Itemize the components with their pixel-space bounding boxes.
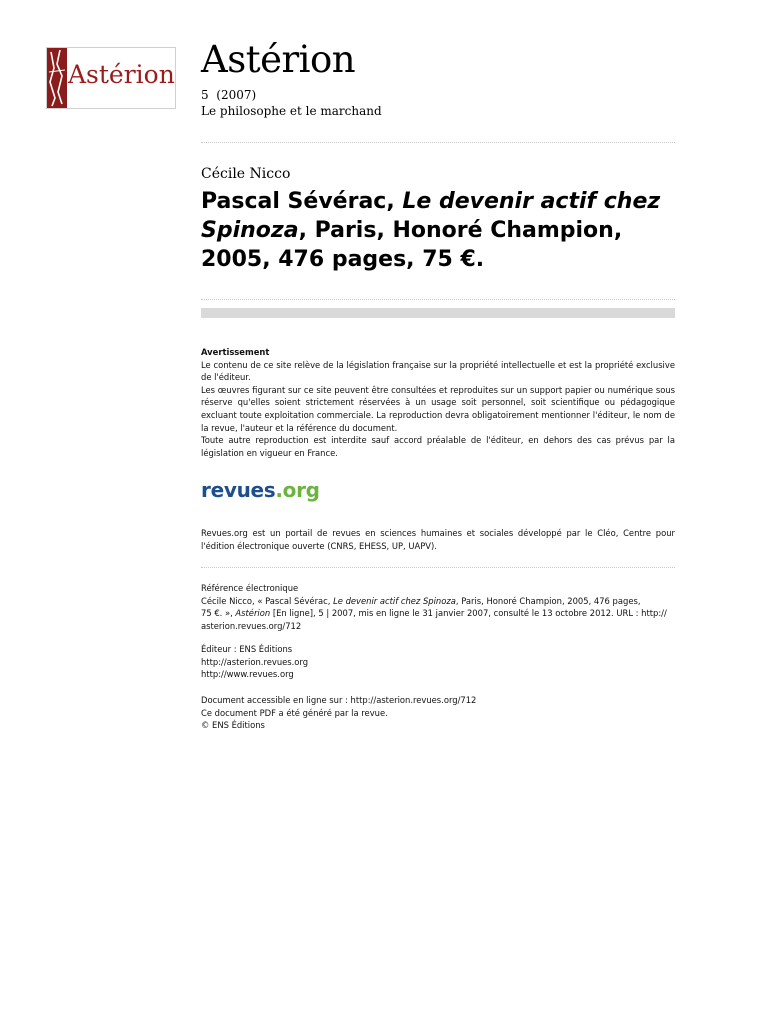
separator-bar: [201, 308, 675, 318]
publisher-name: Éditeur : ENS Éditions: [201, 644, 293, 654]
reference-text: [En ligne], 5 | 2007, mis en ligne le 31 janvier 2007, consulté le 13 octobre 2012. URL : http://: [270, 608, 667, 619]
notice-paragraph: Toute autre reproduction est interdite sauf accord préalable de l'éditeur, en dehors des cas prévus par la législation en vigueur en France.: [201, 435, 675, 458]
asterion-logo-word: Astérion: [68, 60, 175, 89]
notice-section: [201, 346, 675, 459]
publisher-url-journal[interactable]: http://asterion.revues.org: [201, 656, 309, 667]
reference-line: [201, 595, 675, 608]
reference-journal-title: Astérion: [235, 608, 271, 619]
notice-paragraph: Le contenu de ce site relève de la législation française sur la propriété intellectuelle et est la propriété exclusive de l'éditeur.: [201, 359, 675, 383]
notice-heading: Avertissement: [201, 347, 270, 357]
publisher-info: [201, 643, 675, 681]
revues-org-logo: [201, 478, 320, 502]
journal-title: Astérion: [201, 38, 356, 81]
reference-text: , Paris, Honoré Champion, 2005, 476 pages,: [455, 595, 641, 606]
portal-description: Revues.org est un portail de revues en sciences humaines et sociales développé par le Cléo, Centre pour l'édition électronique ouverte (CNRS, EHESS, UP, UAPV).: [201, 528, 675, 551]
notice-paragraph: Les œuvres figurant sur ce site peuvent être consultées et reproduites sur un support papier ou numérique sous réserve qu'elles soient strictement réservées à un usage soit personnel, soit scientifique ou pédagogique excluant toute exploitation commerciale. La reproduction devra obligatoirement mentionner l'éditeur, le nom de la revue, l'auteur et la référence du document.: [201, 384, 675, 433]
article-title: [201, 187, 671, 274]
asterion-logo-icon: [47, 48, 67, 108]
document-access-url[interactable]: Document accessible en ligne sur : http://asterion.revues.org/712: [201, 695, 477, 705]
divider: [201, 299, 675, 300]
reference-heading: Référence électronique: [201, 583, 299, 593]
document-generated-note: Ce document PDF a été généré par la revue.: [201, 707, 388, 718]
divider: [201, 567, 675, 568]
copyright-notice: © ENS Éditions: [201, 720, 265, 731]
revues-logo-part1: revues: [201, 478, 276, 502]
issue-title: Le philosophe et le marchand: [201, 104, 382, 118]
reference-text: Cécile Nicco, « Pascal Sévérac,: [201, 595, 334, 606]
asterion-logo: [46, 47, 176, 109]
divider: [201, 142, 675, 143]
reference-line: [201, 607, 675, 620]
article-author: Cécile Nicco: [201, 166, 291, 182]
publisher-url-portal[interactable]: http://www.revues.org: [201, 669, 294, 680]
revues-logo-part2: .org: [275, 478, 320, 502]
article-title-part1: Pascal Sévérac,: [201, 189, 403, 214]
reference-text: 75 €. »,: [201, 608, 236, 619]
article-title-italic: Le devenir actif chez Spinoza: [201, 189, 661, 243]
electronic-reference: [201, 582, 675, 632]
document-info: [201, 694, 675, 732]
reference-url[interactable]: asterion.revues.org/712: [201, 620, 302, 631]
issue-number: 5 (2007): [201, 88, 257, 102]
reference-book-title: Le devenir actif chez Spinoza: [333, 595, 456, 606]
article-title-part2: , Paris, Honoré Champion, 2005, 476 pages, 75 €.: [201, 218, 623, 272]
